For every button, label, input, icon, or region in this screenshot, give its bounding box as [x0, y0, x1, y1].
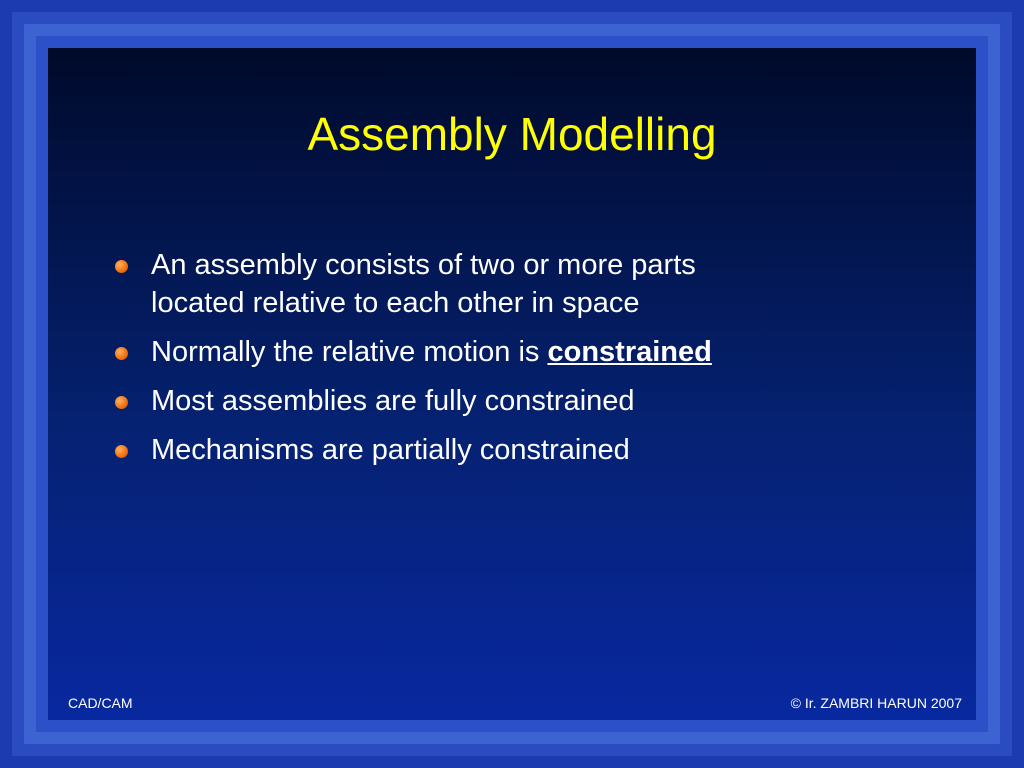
content-panel	[48, 48, 976, 720]
bullet-item	[110, 382, 870, 420]
bullet-text: Normally the relative motion is	[151, 336, 548, 368]
footer-copyright: © Ir. ZAMBRI HARUN 2007	[790, 695, 962, 711]
bullet-item	[110, 333, 870, 371]
footer-course: CAD/CAM	[68, 695, 133, 711]
bullet-item	[110, 431, 870, 469]
bullet-item	[110, 246, 870, 322]
emphasized-word: constrained	[547, 336, 712, 368]
bullet-text-continued: located relative to each other in space	[151, 287, 640, 319]
orange-dot-icon	[115, 396, 128, 409]
bullet-text: Most assemblies are fully constrained	[151, 385, 635, 417]
orange-dot-icon	[115, 445, 128, 458]
orange-dot-icon	[115, 260, 128, 273]
slide-title: Assembly Modelling	[307, 108, 717, 160]
bullet-list	[110, 246, 870, 480]
orange-dot-icon	[115, 347, 128, 360]
bullet-text: An assembly consists of two or more parts	[151, 249, 696, 281]
bullet-text: Mechanisms are partially constrained	[151, 434, 630, 466]
